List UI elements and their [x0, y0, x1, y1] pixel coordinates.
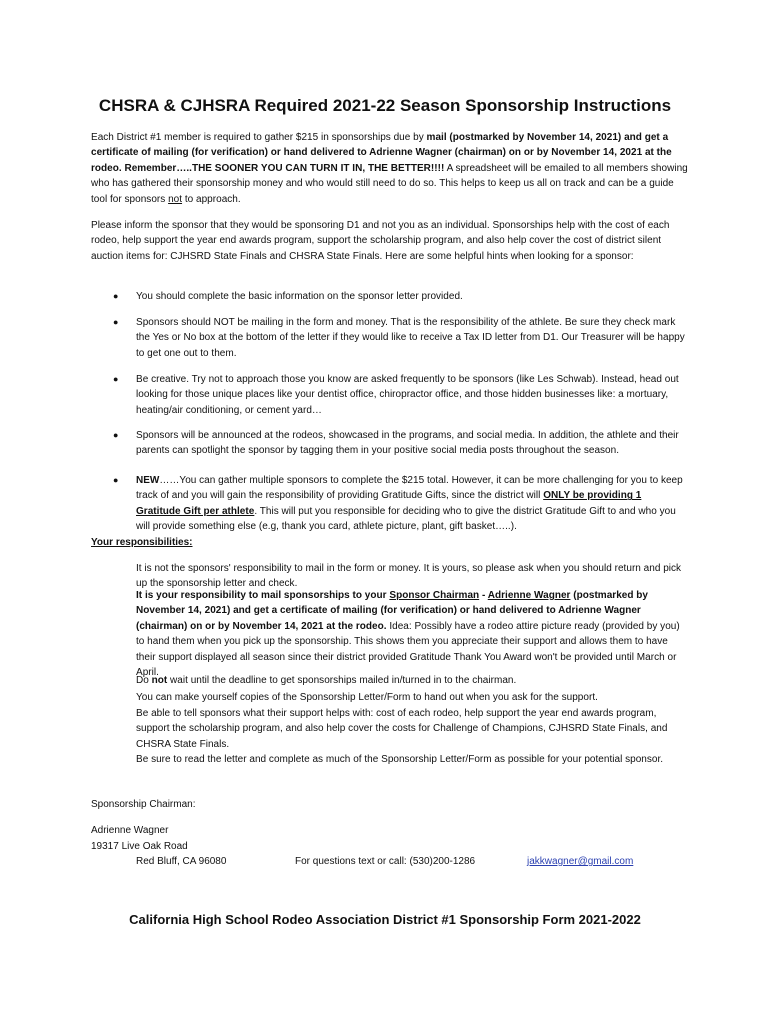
- bullet-icon: ●: [113, 317, 119, 327]
- intro-text-2: A spreadsheet will be emailed to all members showing who has gathered their sponsorship money and who would still need to do so. This helps to keep us all on track and can be a guide tool for sponsors: [91, 162, 688, 205]
- chairman-name: Adrienne Wagner: [487, 590, 571, 601]
- sponsor-chairman-label: Sponsor Chairman: [389, 590, 480, 601]
- hint-4: Sponsors will be announced at the rodeos, showcased in the programs, and social media. In addition, the athlete and their parents can spotlight the sponsor by tagging them in your positive social media posts throughout the season.: [136, 430, 679, 457]
- intro-paragraph: [91, 130, 691, 207]
- inform-paragraph: Please inform the sponsor that they would be sponsoring D1 and not you as an individual. Sponsorships help with the cost of each rodeo, help support the year end awards program, support the scholarship program, and also help cover the cost of district silent auction items for: CJHSRD State Finals and CHSRA State Finals. Here are some helpful hints when looking for a sponsor:: [91, 220, 670, 262]
- hint-5-text-2: . This will put you responsible for deciding who to give the district Gratitude Gift to and who you will provide something else (e.g, thank you card, athlete picture, plant, gift basket…..).: [136, 505, 676, 533]
- responsibility-3-text-2: wait until the deadline to get sponsorships mailed in/turned in to the chairman.: [167, 675, 517, 686]
- responsibility-2: [136, 588, 686, 680]
- responsibility-2-idea: Idea: Possibly have a rodeo attire picture ready (provided by you) to hand them when you pick up the sponsorship. This shows them you appreciate their support and allows them to have their support displayed all season since their district provided Gratitude Thank You Award won't be provided until March or April.: [136, 620, 680, 679]
- page-title: CHSRA & CJHSRA Required 2021-22 Season Sponsorship Instructions: [98, 96, 672, 115]
- responsibility-2-dash: -: [479, 590, 488, 601]
- chairman-email-link[interactable]: jakkwagner@gmail.com: [527, 856, 634, 867]
- hint-2: Sponsors should NOT be mailing in the form and money. That is the responsibility of the athlete. Be sure they check mark the Yes or No box at the bottom of the letter if they would like to receive a Tax ID letter from D1. Our Treasurer will be happy to get one out to them.: [136, 317, 685, 359]
- intro-bold-deadline: mail (postmarked by November 14, 2021) and get a certificate of mailing (for verification) or hand delivered to Adrienne Wagner (chairman) on or by November 14, 2021 at the rodeo. Remember…..THE SOONER YOU CAN TURN IT IN, THE BETTER!!!!: [91, 132, 672, 174]
- chairman-label: Sponsorship Chairman:: [91, 799, 196, 810]
- bullet-icon: ●: [113, 430, 119, 440]
- hint-5: [136, 473, 686, 535]
- intro-text-3: to approach.: [182, 193, 241, 205]
- hint-5-underlined: ONLY be providing 1 Gratitude Gift per athlete: [136, 490, 642, 517]
- chairman-city: Red Bluff, CA 96080: [136, 856, 227, 867]
- responsibility-2-bold-1: It is your responsibility to mail sponsorships to your: [136, 590, 390, 601]
- hint-5-text-1: ……You can gather multiple sponsors to complete the $215 total. However, it can be more challenging for you to keep track of and you will gain the responsibility of providing Gratitude Gifts, since the district will: [136, 475, 683, 502]
- bullet-icon: ●: [113, 291, 119, 301]
- responsibility-3: [136, 673, 686, 688]
- chairman-street: 19317 Live Oak Road: [91, 841, 188, 852]
- chairman-phone: For questions text or call: (530)200-1286: [295, 856, 476, 867]
- responsibility-3-text-1: Do: [136, 675, 152, 686]
- intro-text-1: Each District #1 member is required to gather $215 in sponsorships due by: [91, 132, 427, 143]
- responsibility-6: Be sure to read the letter and complete as much of the Sponsorship Letter/Form as possible for your potential sponsor.: [136, 754, 664, 765]
- hint-1: You should complete the basic information on the sponsor letter provided.: [136, 291, 463, 302]
- chairman-contact-name: Adrienne Wagner: [91, 825, 169, 836]
- bullet-icon: ●: [113, 374, 119, 384]
- responsibility-4: You can make yourself copies of the Sponsorship Letter/Form to hand out when you ask for the support.: [136, 692, 598, 703]
- responsibility-5: Be able to tell sponsors what their support helps with: cost of each rodeo, help support the year end awards program, support the scholarship program, and also help cover the costs for Challenge of Champions, CJHSRD State Finals, and CHSRA State Finals.: [136, 708, 668, 750]
- hint-3: Be creative. Try not to approach those you know are asked frequently to be sponsors (like Les Schwab). Instead, head out looking for those unique places like your dentist office, chiropractor office, and those hidden businesses like: a mortuary, heating/air conditioning, or cement yard…: [136, 374, 679, 416]
- hint-5-new-label: NEW: [136, 475, 160, 486]
- form-title: California High School Rodeo Association District #1 Sponsorship Form 2021-2022: [129, 912, 641, 927]
- responsibility-3-bold-not: not: [151, 675, 168, 686]
- bullet-icon: ●: [113, 475, 119, 485]
- responsibilities-heading: Your responsibilities:: [91, 537, 193, 548]
- responsibility-2-bold-2: (postmarked by November 14, 2021) and get a certificate of mailing (for verification) or hand delivered to Adrienne Wagner (chairman) on or by November 14, 2021 at the rodeo.: [136, 590, 648, 632]
- intro-underlined-not: not: [168, 193, 183, 205]
- responsibility-1: It is not the sponsors' responsibility to mail in the form or money. It is yours, so please ask when you should return and pick up the sponsorship letter and check.: [136, 563, 682, 590]
